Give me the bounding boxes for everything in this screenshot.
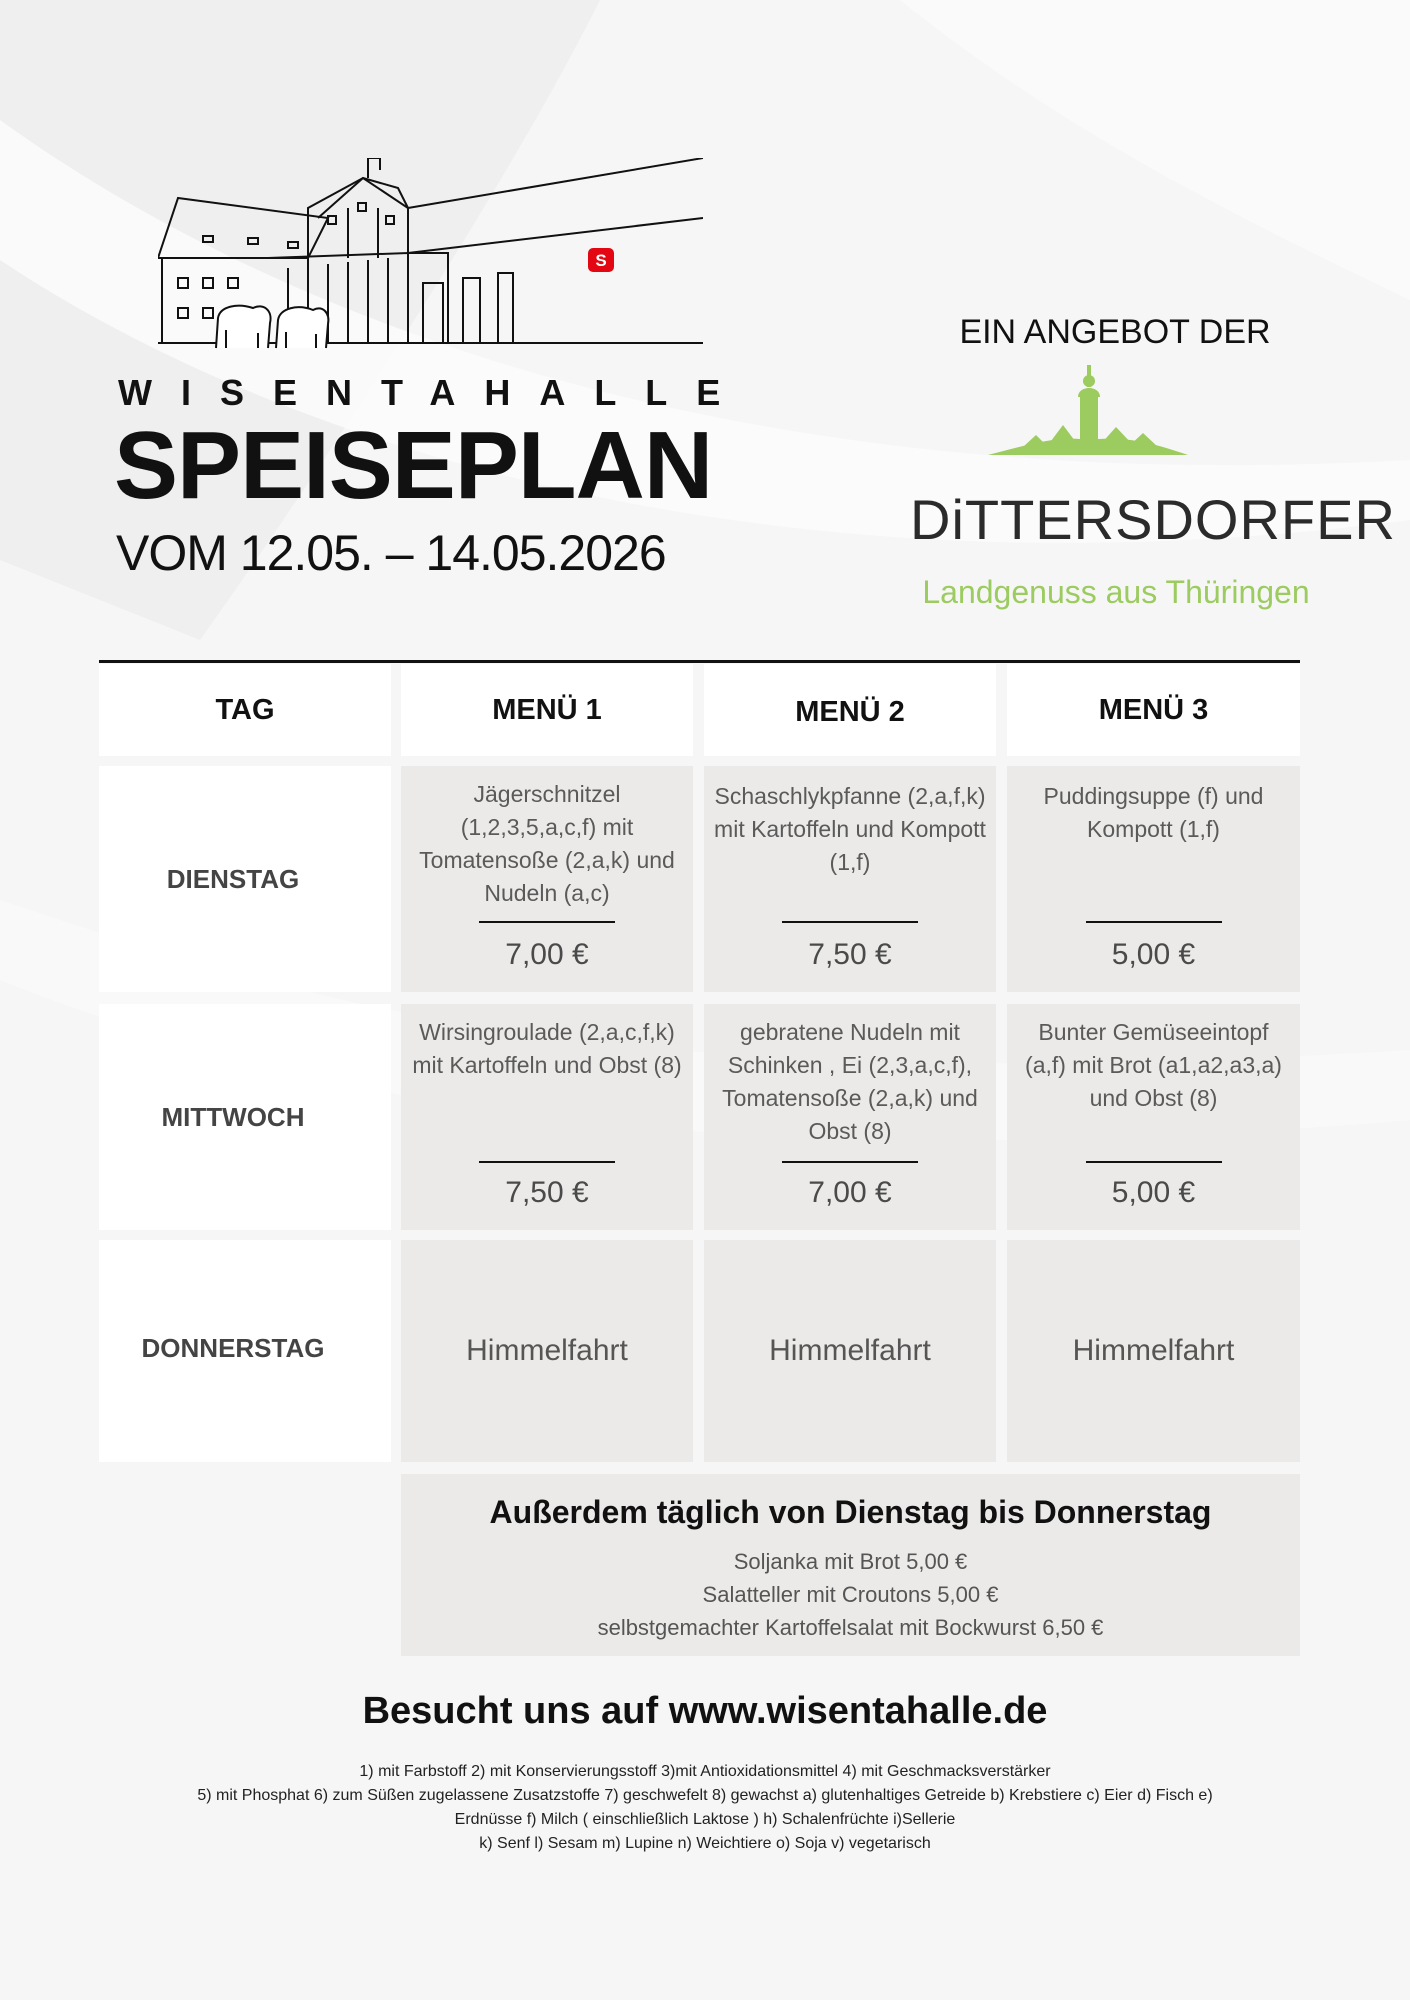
allergen-legend	[100, 1760, 1310, 1856]
header-menu-2: MENÜ 2	[704, 664, 996, 756]
header-menu-1: MENÜ 1	[401, 664, 693, 756]
extra-item: selbstgemachter Kartoffelsalat mit Bockwurst 6,50 €	[597, 1615, 1104, 1640]
partner-name: DiTTERSDORFER	[910, 488, 1396, 551]
village-church-icon	[988, 355, 1188, 475]
daily-extras-list	[401, 1545, 1300, 1644]
menu-description: Bunter Gemüseeintopf (a,f) mit Brot (a1,a2,a3,a) und Obst (8)	[1025, 1019, 1282, 1111]
menu-price: 5,00 €	[1111, 938, 1196, 971]
daily-extras-box	[401, 1474, 1300, 1656]
menu-cell	[704, 766, 996, 992]
menu-price: 7,50 €	[808, 938, 892, 971]
menu-description: Wirsingroulade (2,a,c,f,k) mit Kartoffeln und Obst (8)	[412, 1019, 682, 1078]
menu-price: 7,00 €	[505, 938, 589, 971]
menu-description: gebratene Nudeln mit Schinken , Ei (2,3,a,c,f), Tomatensoße (2,a,k) und Obst (8)	[722, 1019, 978, 1144]
price-divider	[782, 921, 918, 923]
page-title: SPEISEPLAN	[114, 412, 713, 519]
holiday-cell: Himmelfahrt	[704, 1240, 996, 1462]
holiday-cell: Himmelfahrt	[1007, 1240, 1300, 1462]
bison-icon	[216, 306, 328, 348]
building-illustration-icon	[158, 158, 703, 358]
price-divider	[479, 1161, 615, 1163]
sparkasse-logo-icon	[588, 248, 614, 272]
offer-label: EIN ANGEBOT DER	[959, 313, 1271, 351]
menu-description: Puddingsuppe (f) und Kompott (1,f)	[1043, 783, 1264, 842]
day-wednesday: MITTWOCH	[99, 1004, 391, 1230]
price-divider	[1086, 921, 1222, 923]
menu-cell	[401, 766, 693, 992]
menu-description: Jägerschnitzel (1,2,3,5,a,c,f) mit Tomatensoße (2,a,k) und Nudeln (a,c)	[419, 781, 675, 906]
website-line: Besucht uns auf www.wisentahalle.de	[362, 1690, 1048, 1732]
legend-line: k) Senf l) Sesam m) Lupine n) Weichtiere o) Soja v) vegetarisch	[479, 1835, 931, 1852]
partner-tagline: Landgenuss aus Thüringen	[922, 574, 1310, 610]
extra-item: Soljanka mit Brot 5,00 €	[733, 1549, 968, 1574]
price-divider	[479, 921, 615, 923]
menu-description: Schaschlykpfanne (2,a,f,k) mit Kartoffeln und Kompott (1,f)	[714, 783, 986, 875]
brand-name: WISENTAHALLE	[118, 372, 750, 413]
menu-cell	[1007, 1004, 1300, 1230]
menu-cell	[704, 1004, 996, 1230]
menu-cell	[401, 1004, 693, 1230]
daily-extras-title: Außerdem täglich von Dienstag bis Donnerstag	[489, 1494, 1212, 1530]
menu-price: 5,00 €	[1111, 1176, 1196, 1209]
day-tuesday: DIENSTAG	[99, 766, 391, 992]
holiday-cell: Himmelfahrt	[401, 1240, 693, 1462]
date-range: VOM 12.05. – 14.05.2026	[116, 525, 666, 581]
legend-line: 5) mit Phosphat 6) zum Süßen zugelassene Zusatzstoffe 7) geschwefelt 8) gewachst a) glutenhaltiges Getreide b) Krebstiere c) Eier d) Fisch e)	[197, 1787, 1213, 1804]
legend-line: 1) mit Farbstoff 2) mit Konservierungsstoff 3)mit Antioxidationsmittel 4) mit Geschmacksverstärker	[359, 1763, 1051, 1780]
day-thursday: DONNERSTAG	[99, 1240, 391, 1462]
price-divider	[1086, 1161, 1222, 1163]
svg-text:S: S	[595, 251, 607, 270]
extra-item: Salatteller mit Croutons 5,00 €	[702, 1582, 999, 1607]
menu-cell	[1007, 766, 1300, 992]
table-top-rule	[99, 660, 1300, 663]
menu-price: 7,50 €	[505, 1176, 589, 1209]
price-divider	[782, 1161, 918, 1163]
legend-line: Erdnüsse f) Milch ( einschließlich Laktose ) h) Schalenfrüchte i)Sellerie	[454, 1811, 956, 1828]
header-menu-3: MENÜ 3	[1007, 664, 1300, 756]
menu-price: 7,00 €	[808, 1176, 892, 1209]
header-day: TAG	[99, 664, 391, 756]
